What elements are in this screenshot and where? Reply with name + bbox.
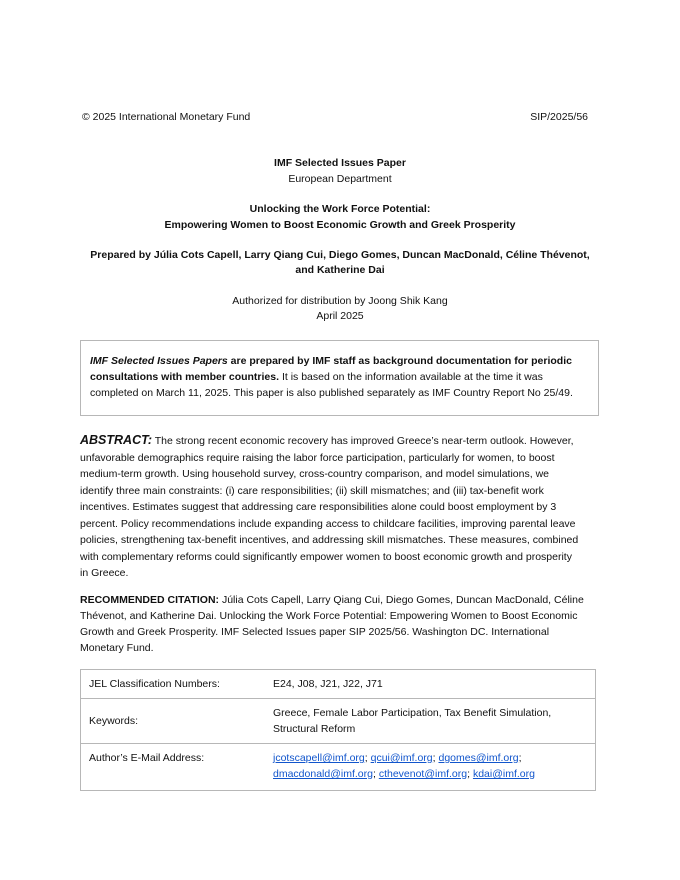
- disclaimer-text: It is based on the information available at the time it was completed on March 11, 2025. This paper is also published separately as IMF Country Report No 25/49.: [90, 371, 573, 399]
- jel-label: JEL Classification Numbers:: [81, 670, 257, 699]
- email-link[interactable]: cthevenot@imf.org: [378, 768, 468, 780]
- citation-label: RECOMMENDED CITATION:: [80, 594, 220, 606]
- copyright-notice: © 2025 International Monetary Fund: [82, 111, 251, 123]
- abstract-label: ABSTRACT:: [80, 433, 152, 447]
- keywords-value: Greece, Female Labor Participation, Tax Benefit Simulation, Structural Reform: [256, 699, 596, 744]
- table-row-keywords: [81, 699, 596, 744]
- email-link[interactable]: dgomes@imf.org: [438, 752, 519, 764]
- abstract: [80, 432, 580, 582]
- info-table: [80, 669, 596, 791]
- authors-line1: Prepared by Júlia Cots Capell, Larry Qiang Cui, Diego Gomes, Duncan MacDonald, Céline Thévenot,: [90, 249, 590, 261]
- email-link[interactable]: qcui@imf.org: [370, 752, 433, 764]
- disclaimer-lead: IMF Selected Issues Papers: [90, 355, 228, 367]
- authors-line2: and Katherine Dai: [295, 264, 385, 276]
- email-list: jcotscapell@imf.org; qcui@imf.org; dgomes@imf.org; dmacdonald@imf.org; cthevenot@imf.org; kdai@imf.org: [256, 744, 596, 791]
- disclaimer-box: [80, 340, 599, 416]
- citation-text: Júlia Cots Capell, Larry Qiang Cui, Diego Gomes, Duncan MacDonald, Céline Thévenot, and Katherine Dai. Unlocking the Work Force Potential: Empowering Women to Boost Economic Growth and Greek Prosperity. IMF Selected Issues paper SIP 2025/56. Washington DC. International Monetary Fund.: [80, 594, 584, 654]
- page-header: [82, 111, 588, 123]
- publication-date: April 2025: [316, 310, 364, 322]
- jel-value: E24, J08, J21, J22, J71: [256, 670, 596, 699]
- paper-title-line2: Empowering Women to Boost Economic Growth and Greek Prosperity: [164, 219, 516, 231]
- email-label: Author’s E-Mail Address:: [81, 744, 257, 791]
- disclaimer-bold: are prepared by IMF staff as background documentation for periodic consultations with member countries.: [90, 355, 572, 383]
- department: European Department: [288, 173, 392, 185]
- table-row-jel: [81, 670, 596, 699]
- authorized-by: Authorized for distribution by Joong Shik Kang: [232, 295, 448, 307]
- abstract-text: The strong recent economic recovery has improved Greece’s near-term outlook. However, unfavorable demographics require raising the labor force participation, particularly for women, to boost medium-term growth. Using household survey, cross-country comparison, and model simulations, we identify three main constraints: (i) care responsibilities; (ii) skill mismatches; and (iii) tax-benefit work incentives. Estimates suggest that addressing care responsibilities alone could boost employment by 3 percent. Policy recommendations include expanding access to childcare facilities, improving parental leave policies, strengthening tax-benefit incentives, and addressing skill mismatches. These measures, combined with complementary reforms could significantly empower women to boost economic growth and prosperity in Greece.: [80, 435, 579, 579]
- keywords-label: Keywords:: [81, 699, 257, 744]
- paper-id: SIP/2025/56: [530, 111, 588, 123]
- email-link[interactable]: kdai@imf.org: [472, 768, 535, 780]
- email-link[interactable]: jcotscapell@imf.org: [273, 752, 365, 764]
- recommended-citation: [80, 592, 590, 656]
- paper-title-line1: Unlocking the Work Force Potential:: [249, 203, 431, 215]
- series-title: IMF Selected Issues Paper: [274, 157, 406, 169]
- table-row-email: [81, 744, 596, 791]
- email-link[interactable]: dmacdonald@imf.org: [273, 768, 373, 780]
